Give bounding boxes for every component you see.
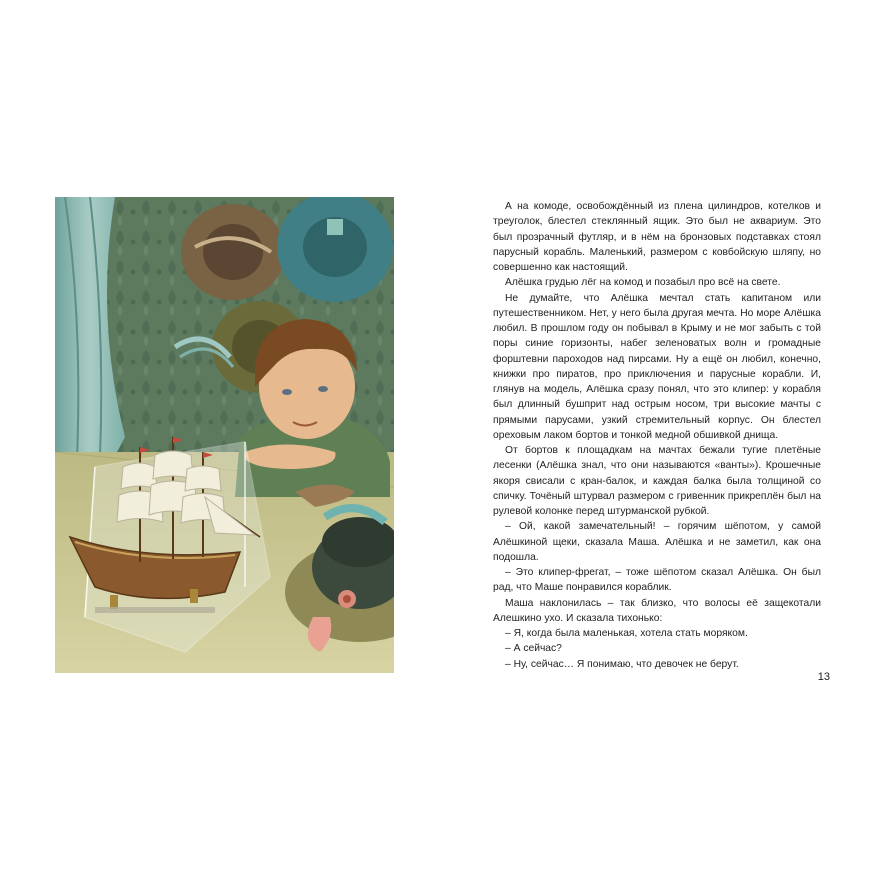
dialogue-line: – Это клипер-фрегат, – тоже шёпотом сказал Алёшка. Он был рад, что Маше понравился кораблик. [493, 567, 821, 594]
paragraph: Маша наклонилась – так близко, что волосы её защекотали Алешкино ухо. И сказала тихонько: [493, 597, 821, 624]
page-number: 13 [817, 671, 830, 683]
paragraph: А на комоде, освобождённый из плена цилиндров, котелков и треуголок, блестел стеклянный ящик. Это был не аквариум. Это был прозрачный футляр, и в нём на бронзовых подставках стоял парусный корабль. Маленький, размером с ковбойскую шляпу, но совершенно как настоящий. [493, 201, 821, 273]
dialogue-line: – А сейчас? [505, 643, 562, 655]
dialogue-line: – Я, когда была маленькая, хотела стать моряком. [505, 628, 748, 639]
dialogue-line: – Ой, какой замечательный! – горячим шёпотом, у самой Алёшкиной щеки, сказала Маша. Алёшка и не заметил, как она подошла. [493, 521, 821, 563]
story-text [493, 199, 821, 672]
paragraph: Алёшка грудью лёг на комод и позабыл про всё на свете. [505, 277, 781, 289]
dialogue-line: – Ну, сейчас… Я понимаю, что девочек не берут. [505, 658, 739, 670]
paragraph: Не думайте, что Алёшка мечтал стать капитаном или путешественником. Нет, у него была другая мечта. Но море Алёшка любил. В прошлом году он побывал в Крыму и не мог забыть с той поры синие горизонты, набег зеленоватых волн и громадные форштевни пароходов над пирсами. Ну а ещё он любил, конечно, книжки про пиратов, про приключения и парусные корабли. И, глянув на модель, Алёшка сразу понял, что это клипер: у корабля был длинный бушприт над острым носом, три высокие мачты с прямыми парусами, узкий стремительный корпус. Он блестел ореховым лаком бортов и тонкой медной обшивкой днища. [493, 292, 821, 441]
book-illustration [55, 197, 394, 673]
paragraph: От бортов к площадкам на мачтах бежали тугие плетёные лесенки (Алёшка знал, что они называются «ванты»). Крошечные якоря свисали с кран-балок, и каждая балка была толщиной со спичку. Точёный штурвал размером с гривенник прикреплён был на рулевой колонке перед штурманской рубкой. [493, 445, 821, 517]
